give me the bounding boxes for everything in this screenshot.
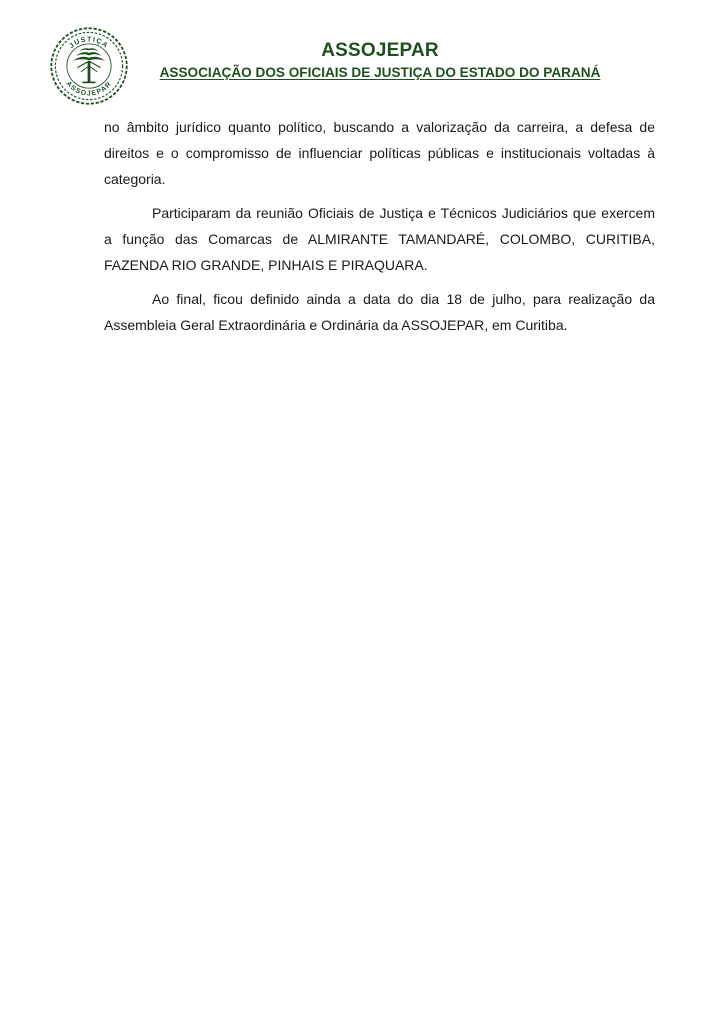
paragraph-1: no âmbito jurídico quanto político, buscando a valorização da carreira, a defesa de direitos e o compromisso de influenciar políticas públicas e institucionais voltadas à categoria.	[104, 119, 655, 187]
araucaria-tree-icon	[73, 48, 106, 83]
organization-subtitle: ASSOCIAÇÃO DOS OFICIAIS DE JUSTIÇA DO ESTADO DO PARANÁ	[159, 65, 601, 80]
svg-text:ASSOJEPAR: ASSOJEPAR	[64, 80, 114, 98]
paragraph-3: Ao final, ficou definido ainda a data do dia 18 de julho, para realização da Assembleia Geral Extraordinária e Ordinária da ASSOJEPAR, em Curitiba.	[104, 291, 655, 333]
document-body	[104, 114, 655, 346]
assojepar-logo	[48, 25, 130, 107]
svg-text:JUSTIÇA: JUSTIÇA	[68, 36, 110, 51]
organization-title: ASSOJEPAR	[321, 40, 439, 61]
paragraph-2: Participaram da reunião Oficiais de Justiça e Técnicos Judiciários que exercem a função das Comarcas de ALMIRANTE TAMANDARÉ, COLOMBO, CURITIBA, FAZENDA RIO GRANDE, PINHAIS E PIRAQUARA.	[104, 205, 655, 273]
